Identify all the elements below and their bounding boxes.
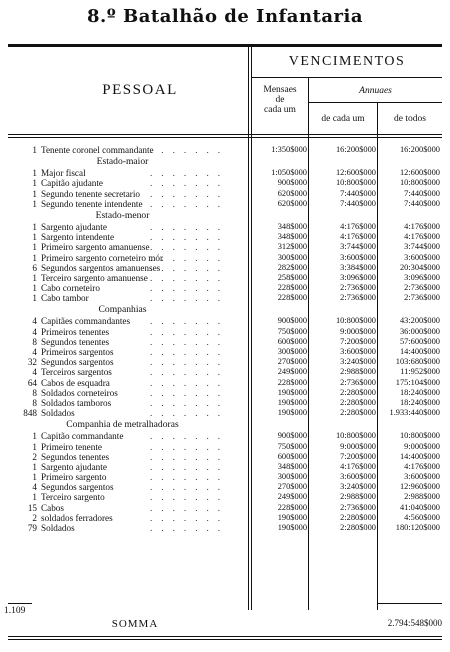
table-row	[0, 178, 450, 188]
table-row	[0, 388, 450, 398]
table-row	[0, 462, 450, 472]
row-monthly-pay: 900$000	[277, 178, 307, 188]
row-monthly-pay: 190$000	[277, 523, 307, 532]
leader-dots: .......	[150, 347, 230, 357]
row-monthly-pay: 1:350$000	[271, 145, 307, 154]
table-row	[0, 503, 450, 513]
row-annual-each: 3:600$000	[340, 472, 376, 482]
row-annual-total: 4:176$000	[404, 461, 440, 471]
row-annual-each: 3:240$000	[340, 482, 376, 492]
row-quantity: 1	[32, 492, 37, 503]
row-monthly-pay: 190$000	[277, 397, 307, 407]
table-row	[0, 378, 450, 388]
row-annual-total: 10:800$000	[399, 431, 440, 441]
section-heading: Estado-menor	[95, 209, 150, 221]
top-rule	[8, 44, 442, 47]
row-label: Cabo corneteiro	[41, 283, 100, 294]
row-annual-total: 43:200$000	[399, 316, 440, 326]
leader-dots: .......	[150, 523, 230, 533]
row-quantity: 8	[32, 397, 37, 408]
leader-dots: .......	[150, 198, 230, 209]
row-annual-each: 3:384$000	[340, 262, 376, 272]
row-monthly-pay: 190$000	[277, 408, 307, 418]
header-mensaes	[252, 85, 308, 115]
row-quantity: 1	[32, 188, 37, 199]
row-quantity: 4	[32, 316, 37, 327]
row-monthly-pay: 348$000	[277, 232, 307, 242]
leader-dots: .......	[150, 336, 230, 347]
table-row	[0, 222, 450, 232]
row-monthly-pay: 258$000	[277, 272, 307, 282]
bottom-rule-2	[8, 639, 442, 640]
row-label: Primeiro sargento corneteiro mór	[41, 252, 164, 263]
row-annual-total: 4:560$000	[404, 512, 440, 522]
row-annual-each: 2:280$000	[340, 408, 376, 418]
row-annual-each: 10:800$000	[335, 316, 376, 326]
row-annual-each: 4:176$000	[340, 232, 376, 242]
row-annual-each: 7:200$000	[340, 451, 376, 461]
row-annual-total: 180:120$000	[395, 523, 440, 532]
row-quantity: 1	[32, 461, 37, 472]
row-quantity: 1	[32, 441, 37, 452]
row-monthly-pay: 228$000	[277, 283, 307, 293]
row-label: Terceiro sargento amanuense	[41, 272, 148, 283]
header-todos: de todos	[394, 114, 426, 124]
row-quantity: 4	[32, 326, 37, 337]
leader-dots: .......	[150, 326, 230, 337]
row-label: Segundos sargentos	[41, 482, 114, 493]
row-annual-each: 2:280$000	[340, 512, 376, 522]
row-label: Terceiros sargentos	[41, 367, 112, 378]
table-row	[0, 327, 450, 337]
leader-dots: .......	[150, 441, 230, 452]
row-quantity: 848	[23, 408, 37, 419]
row-annual-total: 3:096$000	[404, 272, 440, 282]
row-annual-each: 2:280$000	[340, 387, 376, 397]
row-annual-total: 2:736$000	[404, 283, 440, 293]
row-annual-total: 14:400$000	[399, 451, 440, 461]
row-quantity: 1	[32, 145, 37, 155]
row-quantity: 1	[32, 178, 37, 189]
row-label: Sargento ajudante	[41, 221, 107, 232]
row-quantity: 15	[27, 502, 37, 513]
leader-dots: .......	[150, 252, 230, 263]
leader-dots: .......	[150, 168, 230, 179]
row-monthly-pay: 750$000	[277, 326, 307, 336]
row-monthly-pay: 300$000	[277, 472, 307, 482]
row-annual-total: 3:600$000	[404, 472, 440, 482]
table-row	[0, 398, 450, 408]
footer-rule-left	[8, 603, 32, 604]
row-label: Cabo tambor	[41, 293, 89, 304]
row-annual-total: 7:440$000	[404, 198, 440, 208]
row-quantity: 1	[32, 242, 37, 253]
row-quantity: 2	[32, 512, 37, 523]
row-monthly-pay: 228$000	[277, 293, 307, 303]
row-monthly-pay: 600$000	[277, 451, 307, 461]
row-annual-each: 4:176$000	[340, 461, 376, 471]
row-annual-total: 4:176$000	[404, 221, 440, 231]
somma-label: SOMMA	[111, 618, 159, 630]
row-label: Primeiro sargento	[41, 472, 107, 483]
row-quantity: 1	[32, 232, 37, 243]
row-quantity: 6	[32, 262, 37, 273]
table-row	[0, 263, 450, 273]
row-label: Capitães commandantes	[41, 316, 131, 327]
leader-dots: .......	[150, 293, 230, 304]
row-annual-each: 10:800$000	[335, 178, 376, 188]
row-annual-total: 2:988$000	[404, 492, 440, 502]
table-row	[0, 492, 450, 502]
row-annual-each: 10:800$000	[335, 431, 376, 441]
row-label: Tenente coronel commandante	[41, 145, 154, 155]
footer-rule-right	[378, 603, 442, 604]
leader-dots: .......	[150, 272, 230, 283]
header-mensaes-line1: Mensaes	[263, 85, 297, 95]
row-monthly-pay: 600$000	[277, 336, 307, 346]
row-monthly-pay: 270$000	[277, 357, 307, 367]
row-quantity: 1	[32, 252, 37, 263]
row-annual-each: 7:440$000	[340, 198, 376, 208]
row-annual-each: 2:736$000	[340, 293, 376, 303]
row-annual-total: 41:040$000	[399, 502, 440, 512]
leader-dots: .......	[150, 367, 230, 378]
row-monthly-pay: 348$000	[277, 221, 307, 231]
header-cada-um: de cada um	[321, 114, 365, 124]
leader-dots: .......	[150, 283, 230, 294]
leader-dots: .......	[150, 145, 230, 155]
section-heading: Estado-maior	[96, 156, 149, 168]
table-row	[0, 482, 450, 492]
row-annual-total: 4:176$000	[404, 232, 440, 242]
row-quantity: 8	[32, 387, 37, 398]
row-annual-each: 3:744$000	[340, 242, 376, 252]
row-annual-each: 2:736$000	[340, 283, 376, 293]
row-label: Terceiro sargento	[41, 492, 105, 503]
row-annual-total: 1.933:440$000	[389, 408, 440, 418]
row-monthly-pay: 348$000	[277, 461, 307, 471]
row-label: Segundos tenentes	[41, 336, 110, 347]
row-quantity: 1	[32, 168, 37, 179]
header-pessoal: PESSOAL	[102, 82, 178, 98]
leader-dots: .......	[150, 262, 230, 273]
vencimentos-rule	[251, 77, 442, 78]
leader-dots: .......	[150, 377, 230, 388]
section-heading: Companhia de metralhadoras	[66, 419, 179, 431]
row-monthly-pay: 900$000	[277, 316, 307, 326]
row-annual-total: 12:960$000	[399, 482, 440, 492]
row-annual-each: 7:440$000	[340, 188, 376, 198]
row-annual-each: 2:280$000	[340, 523, 376, 532]
table-row	[0, 168, 450, 178]
row-quantity: 8	[32, 336, 37, 347]
row-quantity: 4	[32, 367, 37, 378]
leader-dots: .......	[150, 502, 230, 513]
row-monthly-pay: 270$000	[277, 482, 307, 492]
row-monthly-pay: 1:050$000	[271, 168, 307, 178]
header-annuaes: Annuaes	[359, 86, 392, 96]
leader-dots: .......	[150, 387, 230, 398]
table-row	[0, 189, 450, 199]
table-row	[0, 337, 450, 347]
annuaes-rule	[308, 102, 442, 103]
row-quantity: 1	[32, 472, 37, 483]
row-label: Capitão ajudante	[41, 178, 103, 189]
row-annual-each: 2:736$000	[340, 502, 376, 512]
row-annual-total: 18:240$000	[399, 397, 440, 407]
row-monthly-pay: 282$000	[277, 262, 307, 272]
leader-dots: .......	[150, 451, 230, 462]
row-monthly-pay: 249$000	[277, 367, 307, 377]
leader-dots: .......	[150, 492, 230, 503]
row-annual-total: 20:304$000	[399, 262, 440, 272]
leader-dots: .......	[150, 408, 230, 419]
row-label: Soldados corneteiros	[41, 387, 118, 398]
row-label: Primeiro tenente	[41, 441, 102, 452]
row-annual-total: 10:800$000	[399, 178, 440, 188]
row-label: Soldados tamboros	[41, 397, 112, 408]
table-row	[0, 316, 450, 326]
row-label: Soldados	[41, 408, 75, 419]
row-monthly-pay: 249$000	[277, 492, 307, 502]
row-quantity: 32	[27, 357, 37, 368]
row-annual-total: 175:104$000	[395, 377, 440, 387]
row-label: soldados ferradores	[41, 512, 113, 523]
header-mensaes-line2: de	[275, 95, 285, 105]
leader-dots: .......	[150, 221, 230, 232]
row-annual-total: 16:200$000	[399, 145, 440, 154]
leader-dots: .......	[150, 242, 230, 253]
row-annual-each: 3:600$000	[340, 347, 376, 356]
row-monthly-pay: 190$000	[277, 512, 307, 522]
row-annual-each: 12:600$000	[335, 168, 376, 178]
table-row	[0, 523, 450, 533]
table-row	[0, 513, 450, 523]
row-quantity: 1	[32, 431, 37, 442]
row-annual-total: 36:000$000	[399, 326, 440, 336]
row-annual-each: 9:000$000	[340, 326, 376, 336]
row-label: Sargento ajudante	[41, 461, 107, 472]
row-quantity: 4	[32, 347, 37, 357]
row-label: Segundos tenentes	[41, 451, 110, 462]
table-row	[0, 293, 450, 303]
header-mensaes-line3: cada um	[264, 105, 296, 115]
row-label: Major fiscal	[41, 168, 86, 179]
row-annual-each: 2:988$000	[340, 367, 376, 377]
table-row	[0, 253, 450, 263]
row-annual-each: 16:200$000	[335, 145, 376, 154]
table-row	[0, 452, 450, 462]
row-annual-each: 3:600$000	[340, 252, 376, 262]
row-label: Sargento intendente	[41, 232, 115, 243]
row-annual-total: 7:440$000	[404, 188, 440, 198]
row-quantity: 79	[27, 523, 37, 533]
row-monthly-pay: 900$000	[277, 431, 307, 441]
row-annual-each: 4:176$000	[340, 221, 376, 231]
bottom-rule	[8, 636, 442, 637]
table-row	[0, 367, 450, 377]
row-monthly-pay: 620$000	[277, 198, 307, 208]
row-label: Segundos sargentos	[41, 357, 114, 368]
row-quantity: 4	[32, 482, 37, 493]
row-annual-total: 9:000$000	[404, 441, 440, 451]
section-heading: Companhias	[98, 304, 147, 316]
table-row	[0, 408, 450, 418]
row-label: Primeiro sargento amanuense	[41, 242, 150, 253]
table-row	[0, 472, 450, 482]
row-monthly-pay: 300$000	[277, 252, 307, 262]
row-label: Primeiros tenentes	[41, 326, 110, 337]
page-title: 8.º Batalhão de Infantaria	[86, 6, 364, 27]
row-annual-total: 14:400$000	[399, 347, 440, 356]
table-row	[0, 199, 450, 209]
table-row	[0, 347, 450, 357]
row-label: Primeiros sargentos	[41, 347, 114, 357]
table-row	[0, 232, 450, 242]
row-label: Segundo tenente intendente	[41, 198, 143, 209]
row-annual-total: 18:240$000	[399, 387, 440, 397]
row-annual-each: 9:000$000	[340, 441, 376, 451]
row-monthly-pay: 300$000	[277, 347, 307, 356]
row-annual-each: 2:988$000	[340, 492, 376, 502]
row-label: Cabos de esquadra	[41, 377, 110, 388]
row-quantity: 2	[32, 451, 37, 462]
row-quantity: 1	[32, 272, 37, 283]
leader-dots: .......	[150, 431, 230, 442]
table-row	[0, 273, 450, 283]
row-monthly-pay: 620$000	[277, 188, 307, 198]
row-annual-total: 2:736$000	[404, 293, 440, 303]
row-monthly-pay: 228$000	[277, 377, 307, 387]
row-quantity: 1	[32, 198, 37, 209]
row-annual-each: 2:280$000	[340, 397, 376, 407]
row-annual-each: 3:096$000	[340, 272, 376, 282]
row-annual-total: 57:600$000	[399, 336, 440, 346]
leader-dots: .......	[150, 461, 230, 472]
row-annual-total: 3:744$000	[404, 242, 440, 252]
row-label: Soldados	[41, 523, 75, 533]
table-row	[0, 242, 450, 252]
table-row	[0, 431, 450, 441]
leader-dots: .......	[150, 397, 230, 408]
row-label: Segundo tenente secretario	[41, 188, 140, 199]
row-label: Cabos	[41, 502, 64, 513]
header-vencimentos: VENCIMENTOS	[288, 54, 406, 69]
row-annual-total: 11:952$000	[400, 367, 440, 377]
leader-dots: .......	[150, 482, 230, 493]
row-monthly-pay: 312$000	[277, 242, 307, 252]
somma-total: 2.794:548$000	[387, 618, 442, 628]
row-annual-total: 3:600$000	[404, 252, 440, 262]
leader-dots: .......	[150, 188, 230, 199]
row-quantity: 1	[32, 293, 37, 304]
row-monthly-pay: 190$000	[277, 387, 307, 397]
row-quantity: 1	[32, 221, 37, 232]
leader-dots: .......	[150, 316, 230, 327]
table-row	[0, 283, 450, 293]
row-annual-each: 2:736$000	[340, 377, 376, 387]
table-row	[0, 442, 450, 452]
row-quantity: 64	[27, 377, 37, 388]
leader-dots: .......	[150, 357, 230, 368]
row-annual-each: 7:200$000	[340, 336, 376, 346]
row-annual-total: 103:680$000	[395, 357, 440, 367]
table-body	[0, 145, 450, 533]
row-label: Capitão commandante	[41, 431, 124, 442]
row-monthly-pay: 750$000	[277, 441, 307, 451]
table-row	[0, 357, 450, 367]
row-monthly-pay: 228$000	[277, 502, 307, 512]
row-annual-total: 12:600$000	[399, 168, 440, 178]
leader-dots: .......	[150, 178, 230, 189]
row-annual-each: 3:240$000	[340, 357, 376, 367]
row-label: Segundos sargentos amanuenses	[41, 262, 161, 273]
leader-dots: .......	[150, 512, 230, 523]
table-row	[0, 145, 450, 155]
leader-dots: .......	[150, 232, 230, 243]
leader-dots: .......	[150, 472, 230, 483]
total-count: 1.109	[4, 606, 26, 616]
row-quantity: 1	[32, 283, 37, 294]
